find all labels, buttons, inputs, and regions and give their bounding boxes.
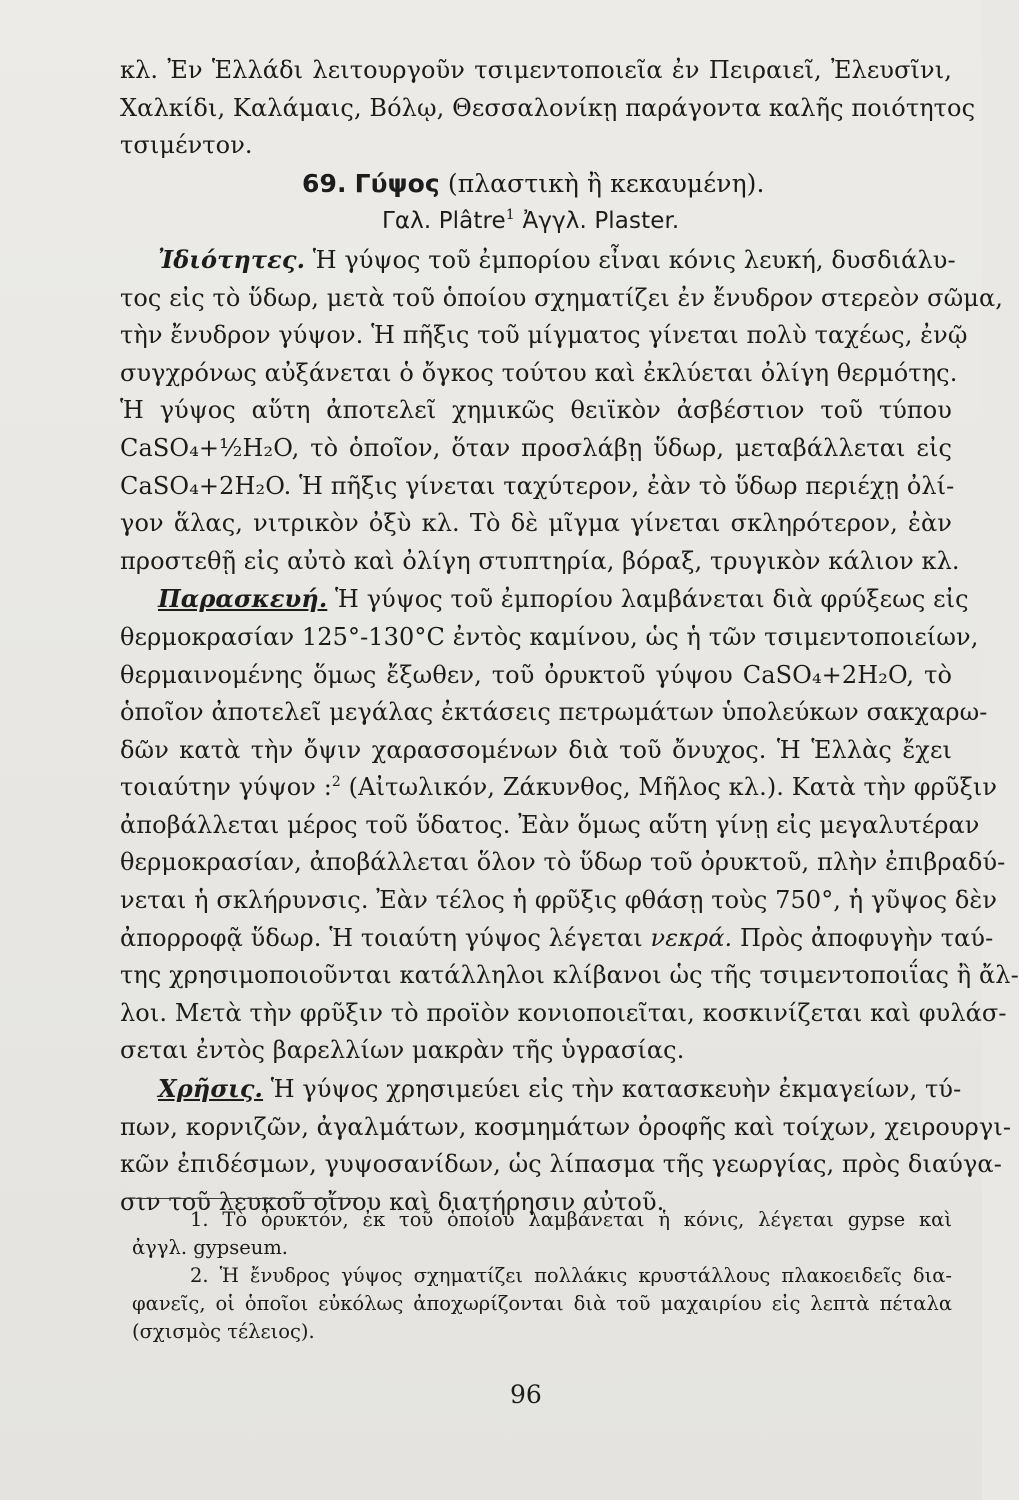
text-line: συγχρόνως αὐξάνεται ὁ ὄγκος τούτου καὶ ἐκλύεται ὀλίγη θερμότης. <box>120 358 958 387</box>
preparation-label: Παρασκευή. <box>158 584 328 614</box>
text-line: Ἡ γύψος αὕτη ἀποτελεῖ χημικῶς θειϊκὸν ἀσβέστιον τοῦ τύπου <box>120 396 952 425</box>
text-line <box>120 920 994 958</box>
footnote-divider <box>136 1198 356 1199</box>
formula-line: CaSO₄+½H₂O, τὸ ὁποῖον, ὅταν προσλάβῃ ὕδωρ, μεταβάλλεται εἰς <box>120 433 952 462</box>
text-line: λοι. Μετὰ τὴν φρῦξιν τὸ προϊὸν κονιοποιεῖται, κοσκινίζεται καὶ φυλάσ- <box>120 998 1007 1027</box>
main-text <box>120 52 1019 1221</box>
footnotes <box>132 1206 952 1346</box>
text-fragment: Πρὸς ἀποφυγὴν ταύ- <box>740 923 994 952</box>
uses-first-line <box>120 1070 962 1109</box>
footnote-marker: 1 <box>505 207 515 224</box>
section-heading <box>120 165 952 203</box>
text-line: Χαλκίδι, Καλάμαις, Βόλῳ, Θεσσαλονίκῃ παράγοντα καλῆς ποιότητος <box>120 93 976 122</box>
preparation-first-line <box>120 580 969 619</box>
uses-label: Χρῆσις. <box>158 1074 264 1104</box>
footnote-marker: 2 <box>331 774 341 791</box>
footnote-line: 1. Τὸ ὀρυκτόν, ἐκ τοῦ ὁποίου λαμβάνεται ἡ κόνις, λέγεται gypse καὶ <box>190 1208 952 1231</box>
text-line: τὴν ἔνυδρον γύψον. Ἡ πῆξις τοῦ μίγματος γίνεται πολὺ ταχέως, ἐνῷ <box>120 321 968 350</box>
text-fragment: Ἡ γύψος χρησιμεύει εἰς τὴν κατασκευὴν ἐκμαγείων, τύ- <box>270 1075 962 1104</box>
footnote-line: φανεῖς, οἱ ὁποῖοι εὐκόλως ἀποχωρίζονται διὰ τοῦ μαχαιρίου εἰς λεπτὰ πέταλα <box>132 1292 952 1315</box>
english-name: Ἀγγλ. Plaster. <box>522 208 680 235</box>
text-line: πων, κορνιζῶν, ἀγαλμάτων, κοσμημάτων ὀροφῆς καὶ τοίχων, χειρουργι- <box>120 1112 1012 1141</box>
text-line: ἀποβάλλεται μέρος τοῦ ὕδατος. Ἐὰν ὅμως αὕτη γίνῃ εἰς μεγαλυτέραν <box>120 810 980 839</box>
text-line: προστεθῇ εἰς αὐτὸ καὶ ὀλίγη στυπτηρία, βόραξ, τρυγικὸν κάλιον κλ. <box>120 546 960 575</box>
text-line: θερμοκρασίαν, ἀποβάλλεται ὅλον τὸ ὕδωρ τοῦ ὀρυκτοῦ, πλὴν ἐπιβραδύ- <box>120 848 1006 877</box>
text-line: κλ. Ἐν Ἑλλάδι λειτουργοῦν τσιμεντοποιεῖα ἐν Πειραιεῖ, Ἐλευσῖνι, <box>120 56 952 84</box>
emphasized-term: νεκρά. <box>650 923 733 952</box>
text-line: θερμοκρασίαν 125°-130°C ἐντὸς καμίνου, ὡς ἡ τῶν τσιμεντοποιείων, <box>120 622 979 651</box>
text-fragment: Ἡ γύψος τοῦ ἐμπορίου λαμβάνεται διὰ φρύξεως εἰς <box>335 585 969 614</box>
page-number: 96 <box>510 1380 542 1409</box>
text-line: θερμαινομένης ὅμως ἔξωθεν, τοῦ ὀρυκτοῦ γύψου CaSO₄+2H₂O, τὸ <box>120 660 952 689</box>
text-line: δῶν κατὰ τὴν ὄψιν χαρασσομένων διὰ τοῦ ὄνυχος. Ἡ Ἑλλὰς ἔχει <box>120 735 952 764</box>
text-line <box>120 769 998 807</box>
text-line: κῶν ἐπιδέσμων, γυψοσανίδων, ὡς λίπασμα τῆς γεωργίας, πρὸς διαύγα- <box>120 1150 1002 1179</box>
text-line: γον ἅλας, νιτρικὸν ὀξὺ κλ. Τὸ δὲ μῖγμα γίνεται σκληρότερον, ἐὰν <box>120 509 952 538</box>
section-number: 69. <box>302 168 347 198</box>
text-line: τος εἰς τὸ ὕδωρ, μετὰ τοῦ ὁποίου σχηματίζει ἐν ἔνυδρον στερεὸν σῶμα, <box>120 283 1004 312</box>
section-subtitle: (πλαστικὴ ἢ κεκαυμένη). <box>447 168 765 198</box>
text-line: ὁποῖον ἀποτελεῖ μεγάλας ἐκτάσεις πετρωμάτων ὑπολεύκων σακχαρω- <box>120 698 988 727</box>
section-title: Γύψος <box>354 168 440 198</box>
properties-label: Ἰδιότητες. <box>158 244 306 274</box>
text-fragment: τοιαύτην γύψον : <box>120 773 332 802</box>
text-fragment: ἀπορροφᾷ ὕδωρ. Ἡ τοιαύτη γύψος λέγεται <box>120 923 643 952</box>
footnote-line: ἀγγλ. gypseum. <box>132 1236 289 1259</box>
french-name: Γαλ. Plâtre <box>382 208 506 235</box>
text-line: σεται ἐντὸς βαρελλίων μακρὰν τῆς ὑγρασίας. <box>120 1036 685 1065</box>
properties-first-line <box>120 241 956 280</box>
text-fragment: Ἡ γύψος τοῦ ἐμπορίου εἶναι κόνις λευκή, δυσδιάλυ- <box>312 245 956 274</box>
formula-line: CaSO₄+2H₂O. Ἡ πῆξις γίνεται ταχύτερον, ἐὰν τὸ ὕδωρ περιέχῃ ὀλί- <box>120 471 955 500</box>
footnote-line: (σχισμὸς τέλειος). <box>132 1320 315 1343</box>
text-line: τσιμέντον. <box>120 131 253 160</box>
text-line: νεται ἡ σκλήρυνσις. Ἐὰν τέλος ἡ φρῦξις φθάσῃ τοὺς 750°, ἡ γῦψος δὲν <box>120 886 998 915</box>
footnote-line: 2. Ἡ ἔνυδρος γύψος σχηματίζει πολλάκις κρυστάλλους πλακοειδεῖς δια- <box>190 1264 952 1287</box>
text-fragment: (Αἰτωλικόν, Ζάκυνθος, Μῆλος κλ.). Κατὰ τὴν φρῦξιν <box>348 773 998 802</box>
text-line: της χρησιμοποιοῦνται κατάλληλοι κλίβανοι ὡς τῆς τσιμεντοποιΐας ἢ ἄλ- <box>120 961 1019 990</box>
text-line: σιν τοῦ λευκοῦ οἴνου καὶ διατήρησιν αὐτοῦ. <box>120 1187 665 1216</box>
section-translations <box>120 202 952 241</box>
